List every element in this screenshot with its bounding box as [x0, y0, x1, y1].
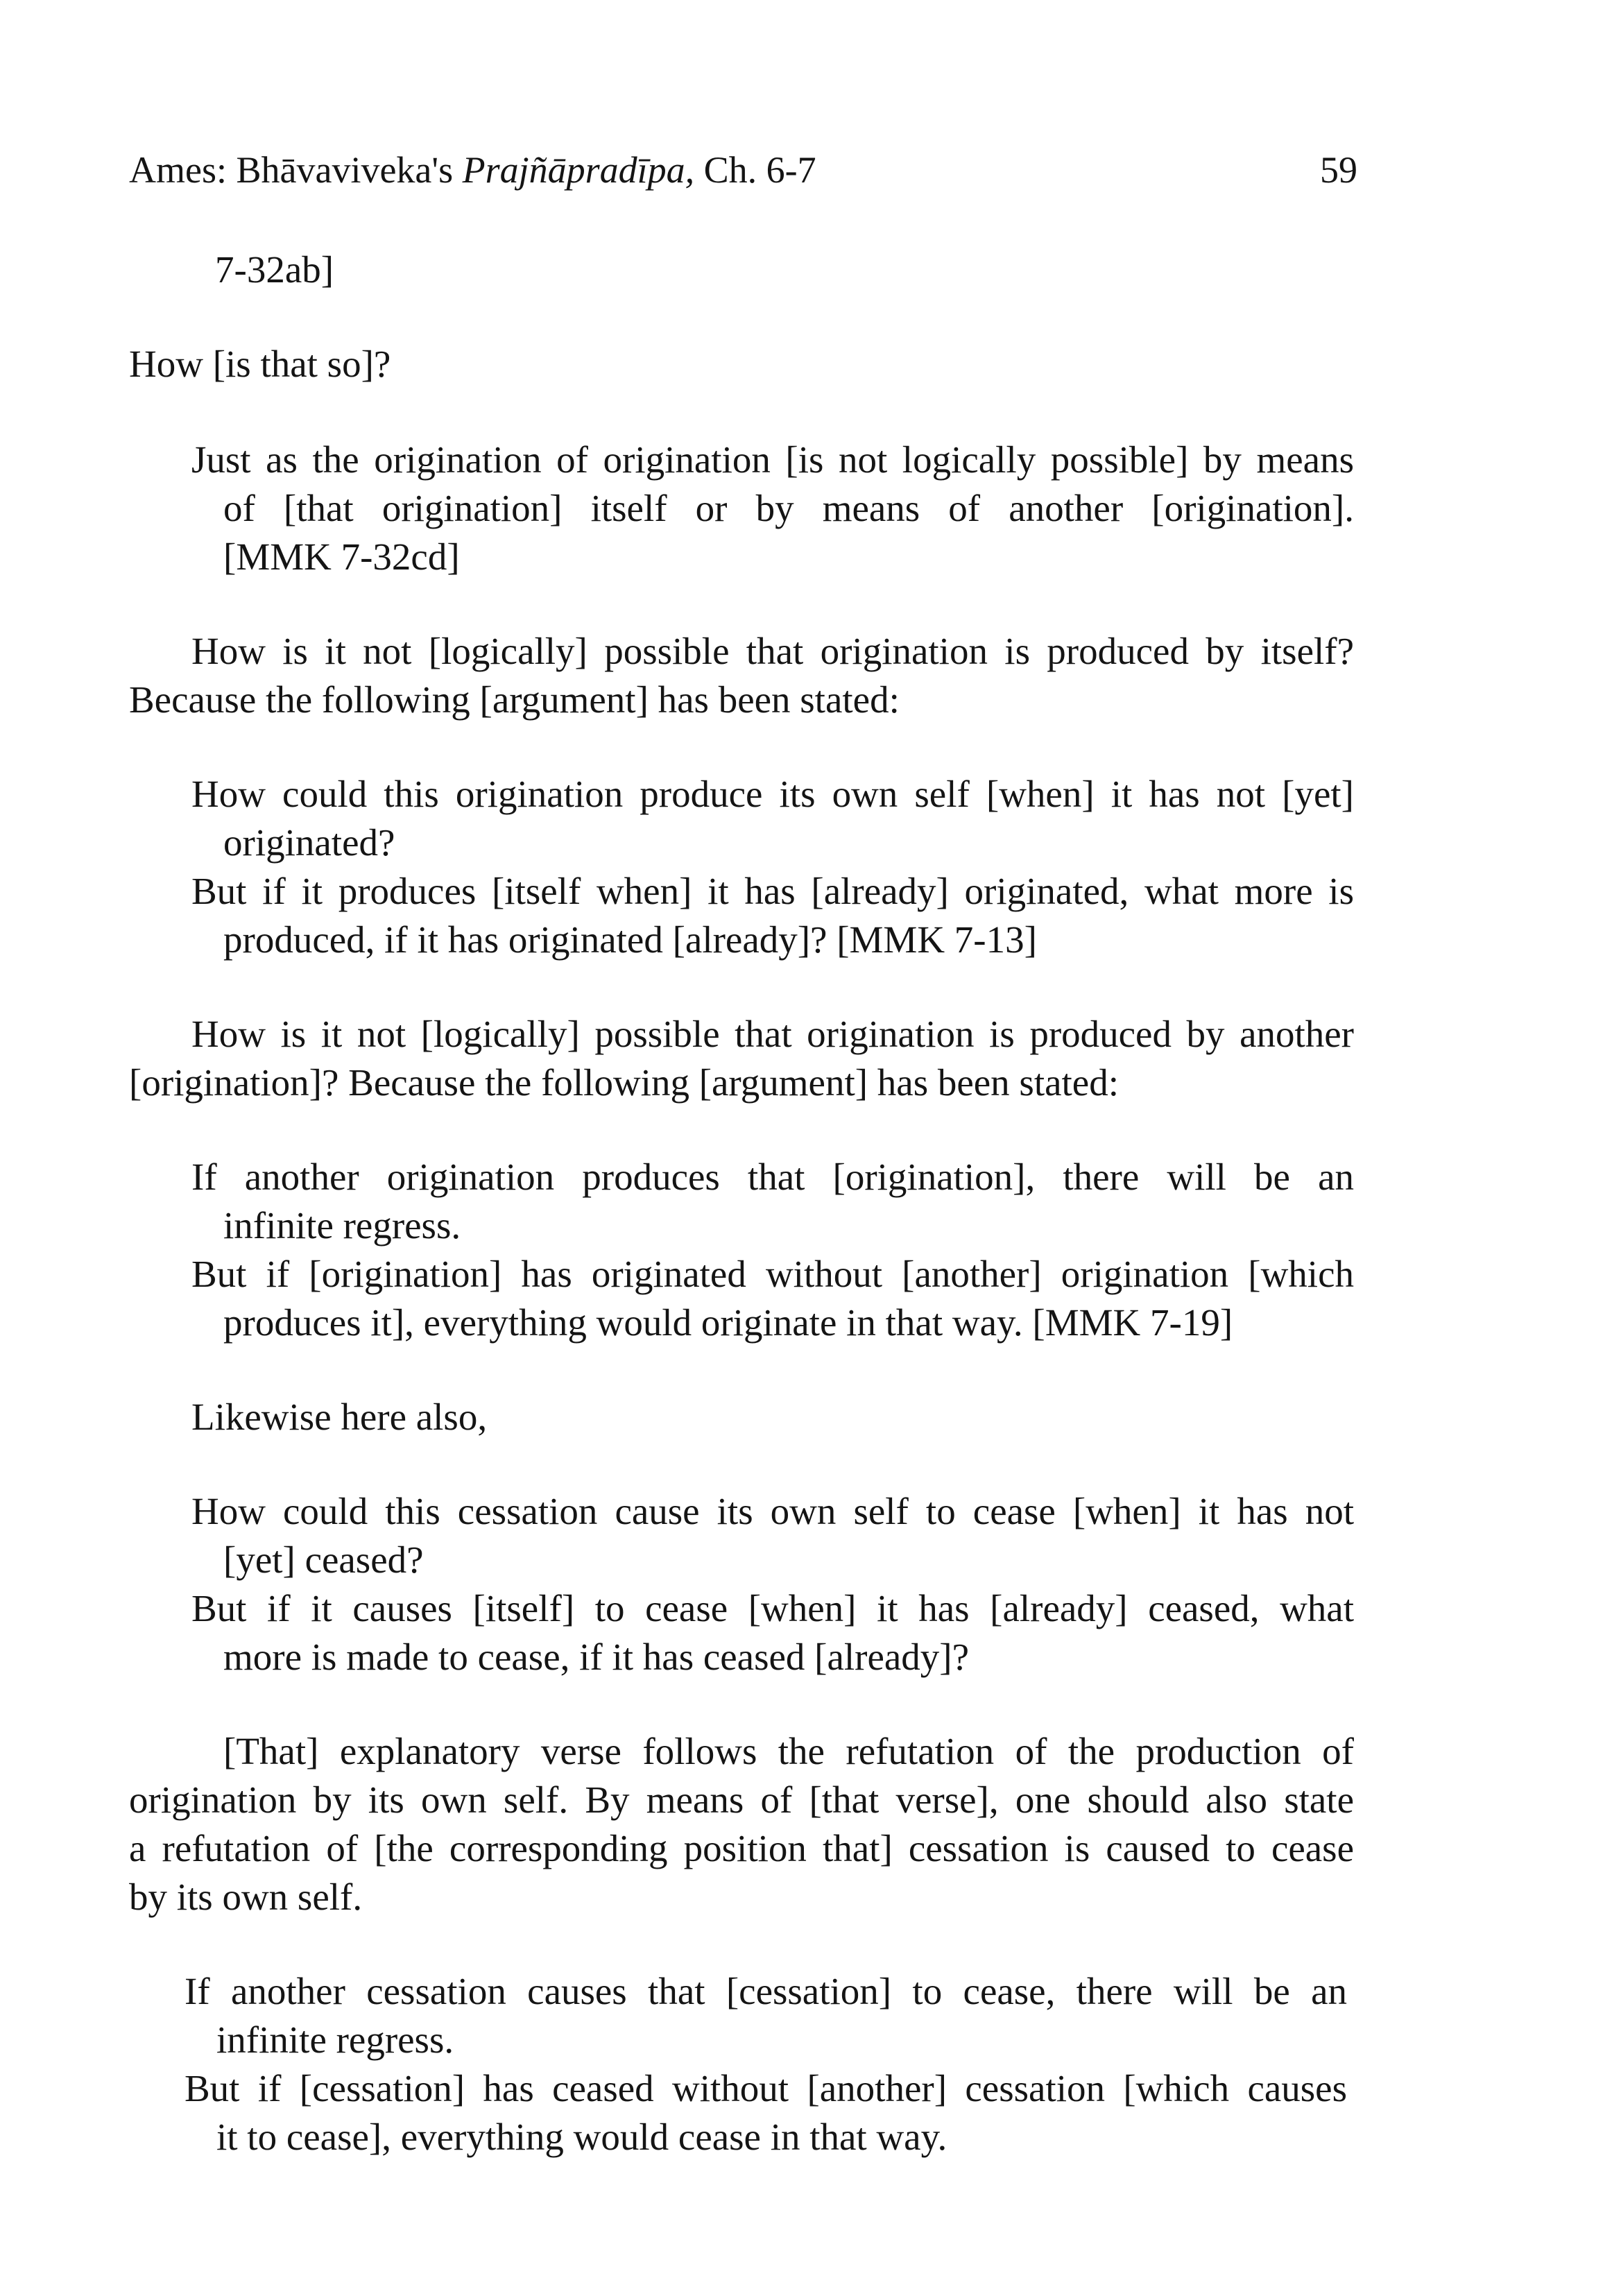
- text-line: produced, if it has originated [already]? [MMK 7-13]: [223, 918, 1037, 961]
- text-line: But if it produces [itself when] it has [already] originated, what more is: [191, 870, 1354, 912]
- text-line: by its own self.: [129, 1876, 363, 1918]
- text-line: How could this cessation cause its own self to cease [when] it has not: [191, 1490, 1354, 1532]
- text-line: If another cessation causes that [cessation] to cease, there will be an: [185, 1970, 1347, 2012]
- running-title: Ames: Bhāvaviveka's Prajñāpradīpa, Ch. 6-7: [129, 149, 816, 191]
- page-number: 59: [1320, 149, 1357, 191]
- work-title-italic: Prajñāpradīpa,: [462, 149, 695, 191]
- text-line: infinite regress.: [216, 2019, 454, 2061]
- text-line: How could this origination produce its own self [when] it has not [yet]: [191, 773, 1354, 815]
- text-line: [origination]? Because the following [argument] has been stated:: [129, 1061, 1119, 1104]
- text-line: How is it not [logically] possible that origination is produced by another: [191, 1013, 1354, 1055]
- text-line: Just as the origination of origination [is not logically possible] by means: [191, 438, 1354, 481]
- text-line: But if [cessation] has ceased without [another] cessation [which causes: [185, 2067, 1347, 2109]
- running-header: [129, 146, 1357, 194]
- text-line: produces it], everything would originate in that way. [MMK 7-19]: [223, 1301, 1233, 1344]
- text-line: Because the following [argument] has been stated:: [129, 678, 900, 721]
- text-line: How [is that so]?: [129, 343, 391, 385]
- text-line: How is it not [logically] possible that origination is produced by itself?: [191, 630, 1354, 672]
- text-line: origination by its own self. By means of [that verse], one should also state: [129, 1779, 1354, 1821]
- text-line: more is made to cease, if it has ceased [already]?: [223, 1636, 970, 1678]
- text-line: Likewise here also,: [191, 1396, 488, 1438]
- text-line: But if [origination] has originated without [another] origination [which: [191, 1253, 1354, 1295]
- text-line: If another origination produces that [origination], there will be an: [191, 1156, 1354, 1198]
- text-line: But if it causes [itself] to cease [when] it has [already] ceased, what: [191, 1587, 1354, 1629]
- text-line: originated?: [223, 821, 395, 864]
- text-line: 7-32ab]: [215, 248, 334, 291]
- text-line: [yet] ceased?: [223, 1539, 424, 1581]
- text-line: infinite regress.: [223, 1204, 461, 1246]
- text-line: it to cease], everything would cease in that way.: [216, 2116, 947, 2158]
- text-line: [MMK 7-32cd]: [223, 536, 460, 578]
- text-line: [That] explanatory verse follows the refutation of the production of: [223, 1730, 1354, 1772]
- text-line: a refutation of [the corresponding position that] cessation is caused to cease: [129, 1827, 1354, 1869]
- text-line: of [that origination] itself or by means of another [origination].: [223, 487, 1354, 529]
